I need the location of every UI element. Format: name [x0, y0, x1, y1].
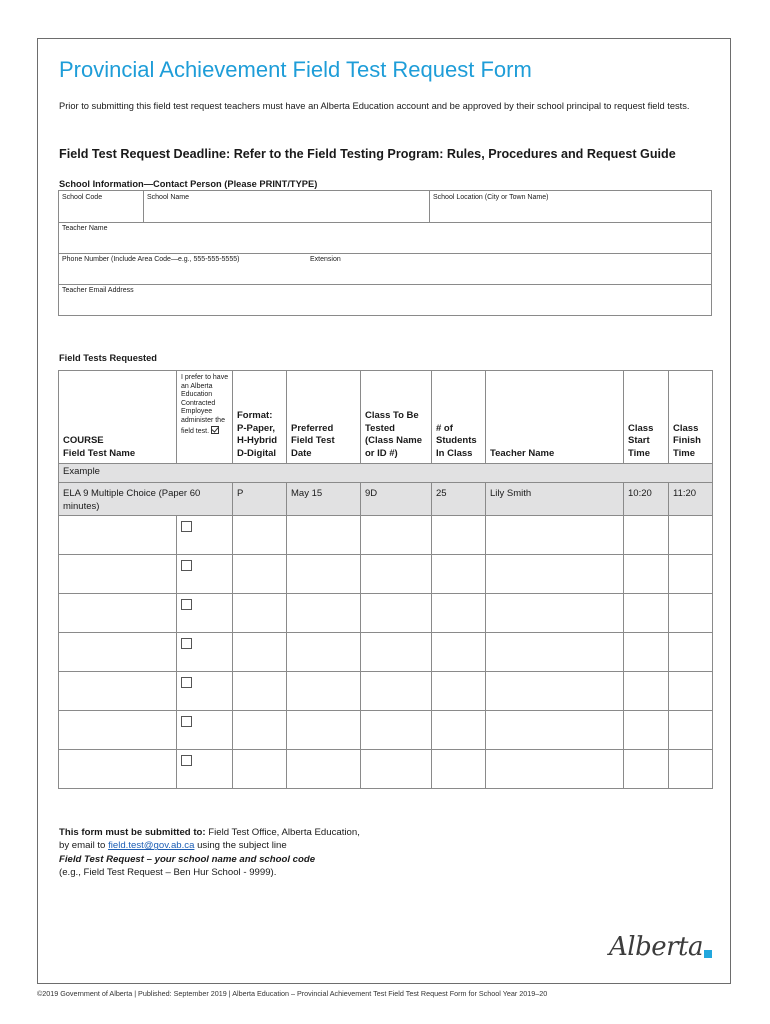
class-input-cell[interactable] — [361, 594, 432, 633]
footer-text: ©2019 Government of Alberta | Published: September 2019 | Alberta Education – Provincial Achievement Test Field Test Request Form for School Year 2019–20 — [37, 989, 548, 998]
col-students — [432, 371, 486, 464]
table-row — [59, 672, 713, 711]
course-input-cell[interactable] — [59, 555, 177, 594]
col-students-line: # of — [436, 422, 453, 434]
example-start: 10:20 — [624, 483, 669, 516]
field-tests-heading: Field Tests Requested — [59, 353, 157, 363]
teacher-input-cell[interactable] — [486, 672, 624, 711]
class-input-cell[interactable] — [361, 750, 432, 789]
alberta-logo: Alberta — [609, 932, 703, 962]
submit-email-suffix: using the subject line — [194, 840, 287, 852]
submission-instructions — [59, 826, 559, 879]
col-format-line: D-Digital — [237, 447, 277, 459]
students-input-cell[interactable] — [432, 711, 486, 750]
submit-lead: This form must be submitted to: — [59, 827, 206, 838]
col-class-line: (Class Name — [365, 435, 423, 446]
students-input-cell[interactable] — [432, 633, 486, 672]
col-format-line: P-Paper, — [237, 422, 276, 434]
col-course — [59, 371, 177, 464]
course-input-cell[interactable] — [59, 516, 177, 555]
course-input-cell[interactable] — [59, 711, 177, 750]
format-input-cell[interactable] — [233, 711, 287, 750]
finish-time-input-cell[interactable] — [669, 633, 713, 672]
prefer-admin-cell — [177, 633, 233, 672]
example-teacher: Lily Smith — [486, 483, 624, 516]
divider — [429, 191, 430, 222]
course-input-cell[interactable] — [59, 672, 177, 711]
table-row — [59, 633, 713, 672]
example-class: 9D — [361, 483, 432, 516]
col-finish-line: Class — [673, 422, 699, 434]
table-row — [59, 516, 713, 555]
date-input-cell[interactable] — [287, 555, 361, 594]
divider — [59, 253, 711, 254]
format-input-cell[interactable] — [233, 633, 287, 672]
col-finish-line: Time — [673, 447, 696, 459]
submit-subject — [59, 853, 559, 866]
col-teacher — [486, 371, 624, 464]
col-students-line: In Class — [436, 447, 473, 459]
col-date-line: Preferred — [291, 422, 334, 434]
prefer-admin-cell — [177, 750, 233, 789]
col-start-line: Class — [628, 422, 654, 434]
finish-time-input-cell[interactable] — [669, 750, 713, 789]
email-link[interactable]: field.test@gov.ab.ca — [108, 840, 195, 852]
subject-line-text: Field Test Request – your school name and school code — [59, 853, 316, 865]
col-teacher-label: Teacher Name — [490, 447, 555, 459]
prefer-admin-cell — [177, 516, 233, 555]
col-format — [233, 371, 287, 464]
class-input-cell[interactable] — [361, 555, 432, 594]
checked-checkbox-icon — [211, 426, 219, 434]
prefer-admin-checkbox[interactable] — [181, 521, 192, 532]
school-info-heading: School Information—Contact Person (Please PRINT/TYPE) — [59, 179, 318, 189]
teacher-input-cell[interactable] — [486, 750, 624, 789]
example-finish: 11:20 — [669, 483, 713, 516]
prefer-admin-cell — [177, 555, 233, 594]
school-code-label: School Code — [62, 194, 103, 201]
teacher-input-cell[interactable] — [486, 555, 624, 594]
col-class-line: Class To Be — [365, 410, 419, 421]
teacher-input-cell[interactable] — [486, 633, 624, 672]
format-input-cell[interactable] — [233, 750, 287, 789]
example-date: May 15 — [287, 483, 361, 516]
submit-email-prefix: by email to — [59, 840, 109, 852]
divider — [59, 222, 711, 223]
submit-line-2 — [59, 839, 559, 852]
col-finish-line: Finish — [673, 435, 701, 446]
col-start-line: Start — [628, 435, 650, 446]
field-tests-table — [58, 370, 713, 789]
prefer-admin-cell — [177, 711, 233, 750]
course-input-cell[interactable] — [59, 750, 177, 789]
col-course-label: COURSE — [63, 435, 104, 446]
prefer-admin-checkbox[interactable] — [181, 599, 192, 610]
deadline-heading: Field Test Request Deadline: Refer to the Field Testing Program: Rules, Procedures and Request Guide — [59, 147, 676, 161]
extension-label: Extension — [310, 256, 341, 263]
col-students-line: Students — [436, 435, 477, 446]
course-input-cell[interactable] — [59, 594, 177, 633]
students-input-cell[interactable] — [432, 594, 486, 633]
example-row — [59, 483, 713, 516]
course-input-cell[interactable] — [59, 633, 177, 672]
students-input-cell[interactable] — [432, 672, 486, 711]
alberta-logo-accent — [704, 950, 712, 958]
class-input-cell[interactable] — [361, 516, 432, 555]
col-course-sublabel: Field Test Name — [63, 447, 136, 459]
col-format-line: H-Hybrid — [237, 435, 278, 446]
start-time-input-cell[interactable] — [624, 750, 669, 789]
students-input-cell[interactable] — [432, 516, 486, 555]
example-course: ELA 9 Multiple Choice (Paper 60 minutes) — [59, 483, 233, 516]
col-class — [361, 371, 432, 464]
class-input-cell[interactable] — [361, 672, 432, 711]
date-input-cell[interactable] — [287, 516, 361, 555]
date-input-cell[interactable] — [287, 594, 361, 633]
teacher-input-cell[interactable] — [486, 516, 624, 555]
class-input-cell[interactable] — [361, 633, 432, 672]
col-format-line: Format: — [237, 410, 273, 421]
finish-time-input-cell[interactable] — [669, 516, 713, 555]
start-time-input-cell[interactable] — [624, 555, 669, 594]
teacher-input-cell[interactable] — [486, 594, 624, 633]
finish-time-input-cell[interactable] — [669, 711, 713, 750]
col-finish — [669, 371, 713, 464]
table-row — [59, 750, 713, 789]
start-time-input-cell[interactable] — [624, 594, 669, 633]
prefer-admin-checkbox[interactable] — [181, 638, 192, 649]
prefer-admin-checkbox[interactable] — [181, 755, 192, 766]
col-prefer-label: I prefer to have an Alberta Education Contracted Employee administer the field test. — [181, 374, 229, 435]
page-title: Provincial Achievement Field Test Request Form — [59, 57, 532, 82]
format-input-cell[interactable] — [233, 672, 287, 711]
col-class-line: or ID #) — [365, 447, 398, 459]
col-class-line: Tested — [365, 422, 395, 434]
table-row — [59, 594, 713, 633]
col-start — [624, 371, 669, 464]
finish-time-input-cell[interactable] — [669, 672, 713, 711]
school-location-label: School Location (City or Town Name) — [433, 194, 549, 201]
date-input-cell[interactable] — [287, 672, 361, 711]
table-header-row — [59, 371, 713, 464]
col-date-line: Date — [291, 447, 312, 459]
finish-time-input-cell[interactable] — [669, 555, 713, 594]
start-time-input-cell[interactable] — [624, 672, 669, 711]
prefer-admin-checkbox[interactable] — [181, 560, 192, 571]
start-time-input-cell[interactable] — [624, 516, 669, 555]
col-date — [287, 371, 361, 464]
teacher-input-cell[interactable] — [486, 711, 624, 750]
form-page — [37, 38, 731, 984]
submit-line-1 — [59, 826, 559, 839]
class-input-cell[interactable] — [361, 711, 432, 750]
phone-label: Phone Number (Include Area Code—e.g., 555-555-5555) — [62, 256, 240, 263]
students-input-cell[interactable] — [432, 750, 486, 789]
submit-example: (e.g., Field Test Request – Ben Hur School - 9999). — [59, 866, 277, 878]
col-start-line: Time — [628, 447, 651, 459]
example-label-row — [59, 464, 713, 483]
divider — [59, 284, 711, 285]
date-input-cell[interactable] — [287, 633, 361, 672]
table-row — [59, 555, 713, 594]
school-info-box — [58, 190, 712, 316]
col-prefer-admin — [177, 371, 233, 464]
date-input-cell[interactable] — [287, 750, 361, 789]
prefer-admin-cell — [177, 594, 233, 633]
start-time-input-cell[interactable] — [624, 711, 669, 750]
prefer-admin-checkbox[interactable] — [181, 716, 192, 727]
finish-time-input-cell[interactable] — [669, 594, 713, 633]
students-input-cell[interactable] — [432, 555, 486, 594]
prefer-admin-checkbox[interactable] — [181, 677, 192, 688]
email-label: Teacher Email Address — [62, 287, 134, 294]
divider — [143, 191, 144, 222]
format-input-cell[interactable] — [233, 594, 287, 633]
example-format: P — [233, 483, 287, 516]
format-input-cell[interactable] — [233, 516, 287, 555]
example-students: 25 — [432, 483, 486, 516]
col-date-line: Field Test — [291, 435, 335, 446]
prefer-admin-cell — [177, 672, 233, 711]
format-input-cell[interactable] — [233, 555, 287, 594]
table-row — [59, 711, 713, 750]
school-name-label: School Name — [147, 194, 190, 201]
start-time-input-cell[interactable] — [624, 633, 669, 672]
submit-office: Field Test Office, Alberta Education, — [205, 827, 360, 838]
date-input-cell[interactable] — [287, 711, 361, 750]
example-label: Example — [59, 464, 713, 483]
intro-text: Prior to submitting this field test request teachers must have an Alberta Education account and be approved by their school principal to request field tests. — [59, 101, 690, 111]
teacher-name-label: Teacher Name — [62, 225, 108, 232]
